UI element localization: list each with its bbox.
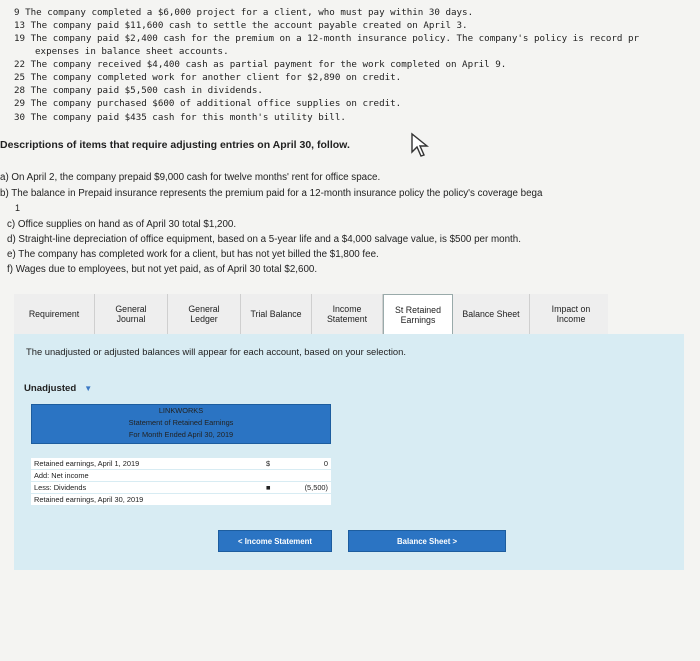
info-banner: The unadjusted or adjusted balances will appear for each account, based on your selection. [14,334,684,370]
adjustment-a: a) On April 2, the company prepaid $9,000 cash for twelve months' rent for office space. [0,172,381,183]
next-balance-sheet-button[interactable]: Balance Sheet > [348,530,506,552]
table-row: Retained earnings, April 1, 2019 $ 0 [31,458,331,469]
tab-general-ledger[interactable]: General Ledger [168,294,241,334]
transaction-line: 19 The company paid $2,400 cash for the premium on a 12-month insurance policy. The company's policy is record pr [14,33,640,44]
balance-selector[interactable]: Unadjusted ▼ [24,383,93,394]
prev-income-statement-button[interactable]: < Income Statement [218,530,332,552]
tab-trial-balance[interactable]: Trial Balance [241,294,312,334]
table-row: Less: Dividends ■ (5,500) [31,482,331,493]
adjustment-e: e) The company has completed work for a client, but has not yet billed the $1,800 fee. [7,249,379,260]
transaction-line: 22 The company received $4,400 cash as partial payment for the work completed on April 9. [14,59,507,70]
statement-period: For Month Ended April 30, 2019 [128,430,234,439]
company-name: LINKWORKS [158,406,204,415]
mouse-cursor-icon [409,132,429,165]
table-row: Retained earnings, April 30, 2019 [31,494,331,505]
adjustment-f: f) Wages due to employees, but not yet paid, as of April 30 total $2,600. [7,264,318,275]
retained-earnings-statement [31,404,331,504]
amount-input[interactable]: (5,500) [304,483,328,492]
transaction-line: 9 The company completed a $6,000 project for a client, who must pay within 30 days. [14,7,474,18]
transaction-line: 30 The company paid $435 cash for this month's utility bill. [14,112,346,123]
adjustment-d: d) Straight-line depreciation of office equipment, based on a 5-year life and a $4,000 salvage value, is $500 per month. [7,234,521,245]
statement-name: Statement of Retained Earnings [128,418,234,427]
transaction-line: expenses in balance sheet accounts. [35,46,229,57]
amount-input[interactable]: 0 [323,459,328,468]
tab-impact-on-income[interactable]: Impact on Income [551,304,591,324]
chevron-down-icon: ▼ [84,384,93,393]
tab-requirement[interactable]: Requirement [14,294,95,334]
transaction-line: 13 The company paid $11,600 cash to settle the account payable created on April 3. [14,20,468,31]
statement-header [31,404,331,444]
adjustment-b-cont: 1 [15,203,21,213]
adjustment-b: b) The balance in Prepaid insurance represents the premium paid for a 12-month insurance policy the policy's coverage bega [0,188,543,199]
tab-bar [14,294,608,334]
tab-income-statement[interactable]: Income Statement [312,294,383,334]
tab-balance-sheet[interactable]: Balance Sheet [453,294,530,334]
transaction-line: 29 The company purchased $600 of additional office supplies on credit. [14,98,402,109]
table-row: Add: Net income [31,470,331,481]
adjustment-c: c) Office supplies on hand as of April 30 total $1,200. [7,219,237,230]
adjusting-header: Descriptions of items that require adjusting entries on April 30, follow. [0,139,350,151]
tab-retained-earnings[interactable]: St Retained Earnings [383,294,453,334]
warning-icon: ■ [266,483,271,492]
transaction-line: 25 The company completed work for another client for $2,890 on credit. [14,72,402,83]
transaction-line: 28 The company paid $5,500 cash in dividends. [14,85,263,96]
tab-general-journal[interactable]: General Journal [95,294,168,334]
